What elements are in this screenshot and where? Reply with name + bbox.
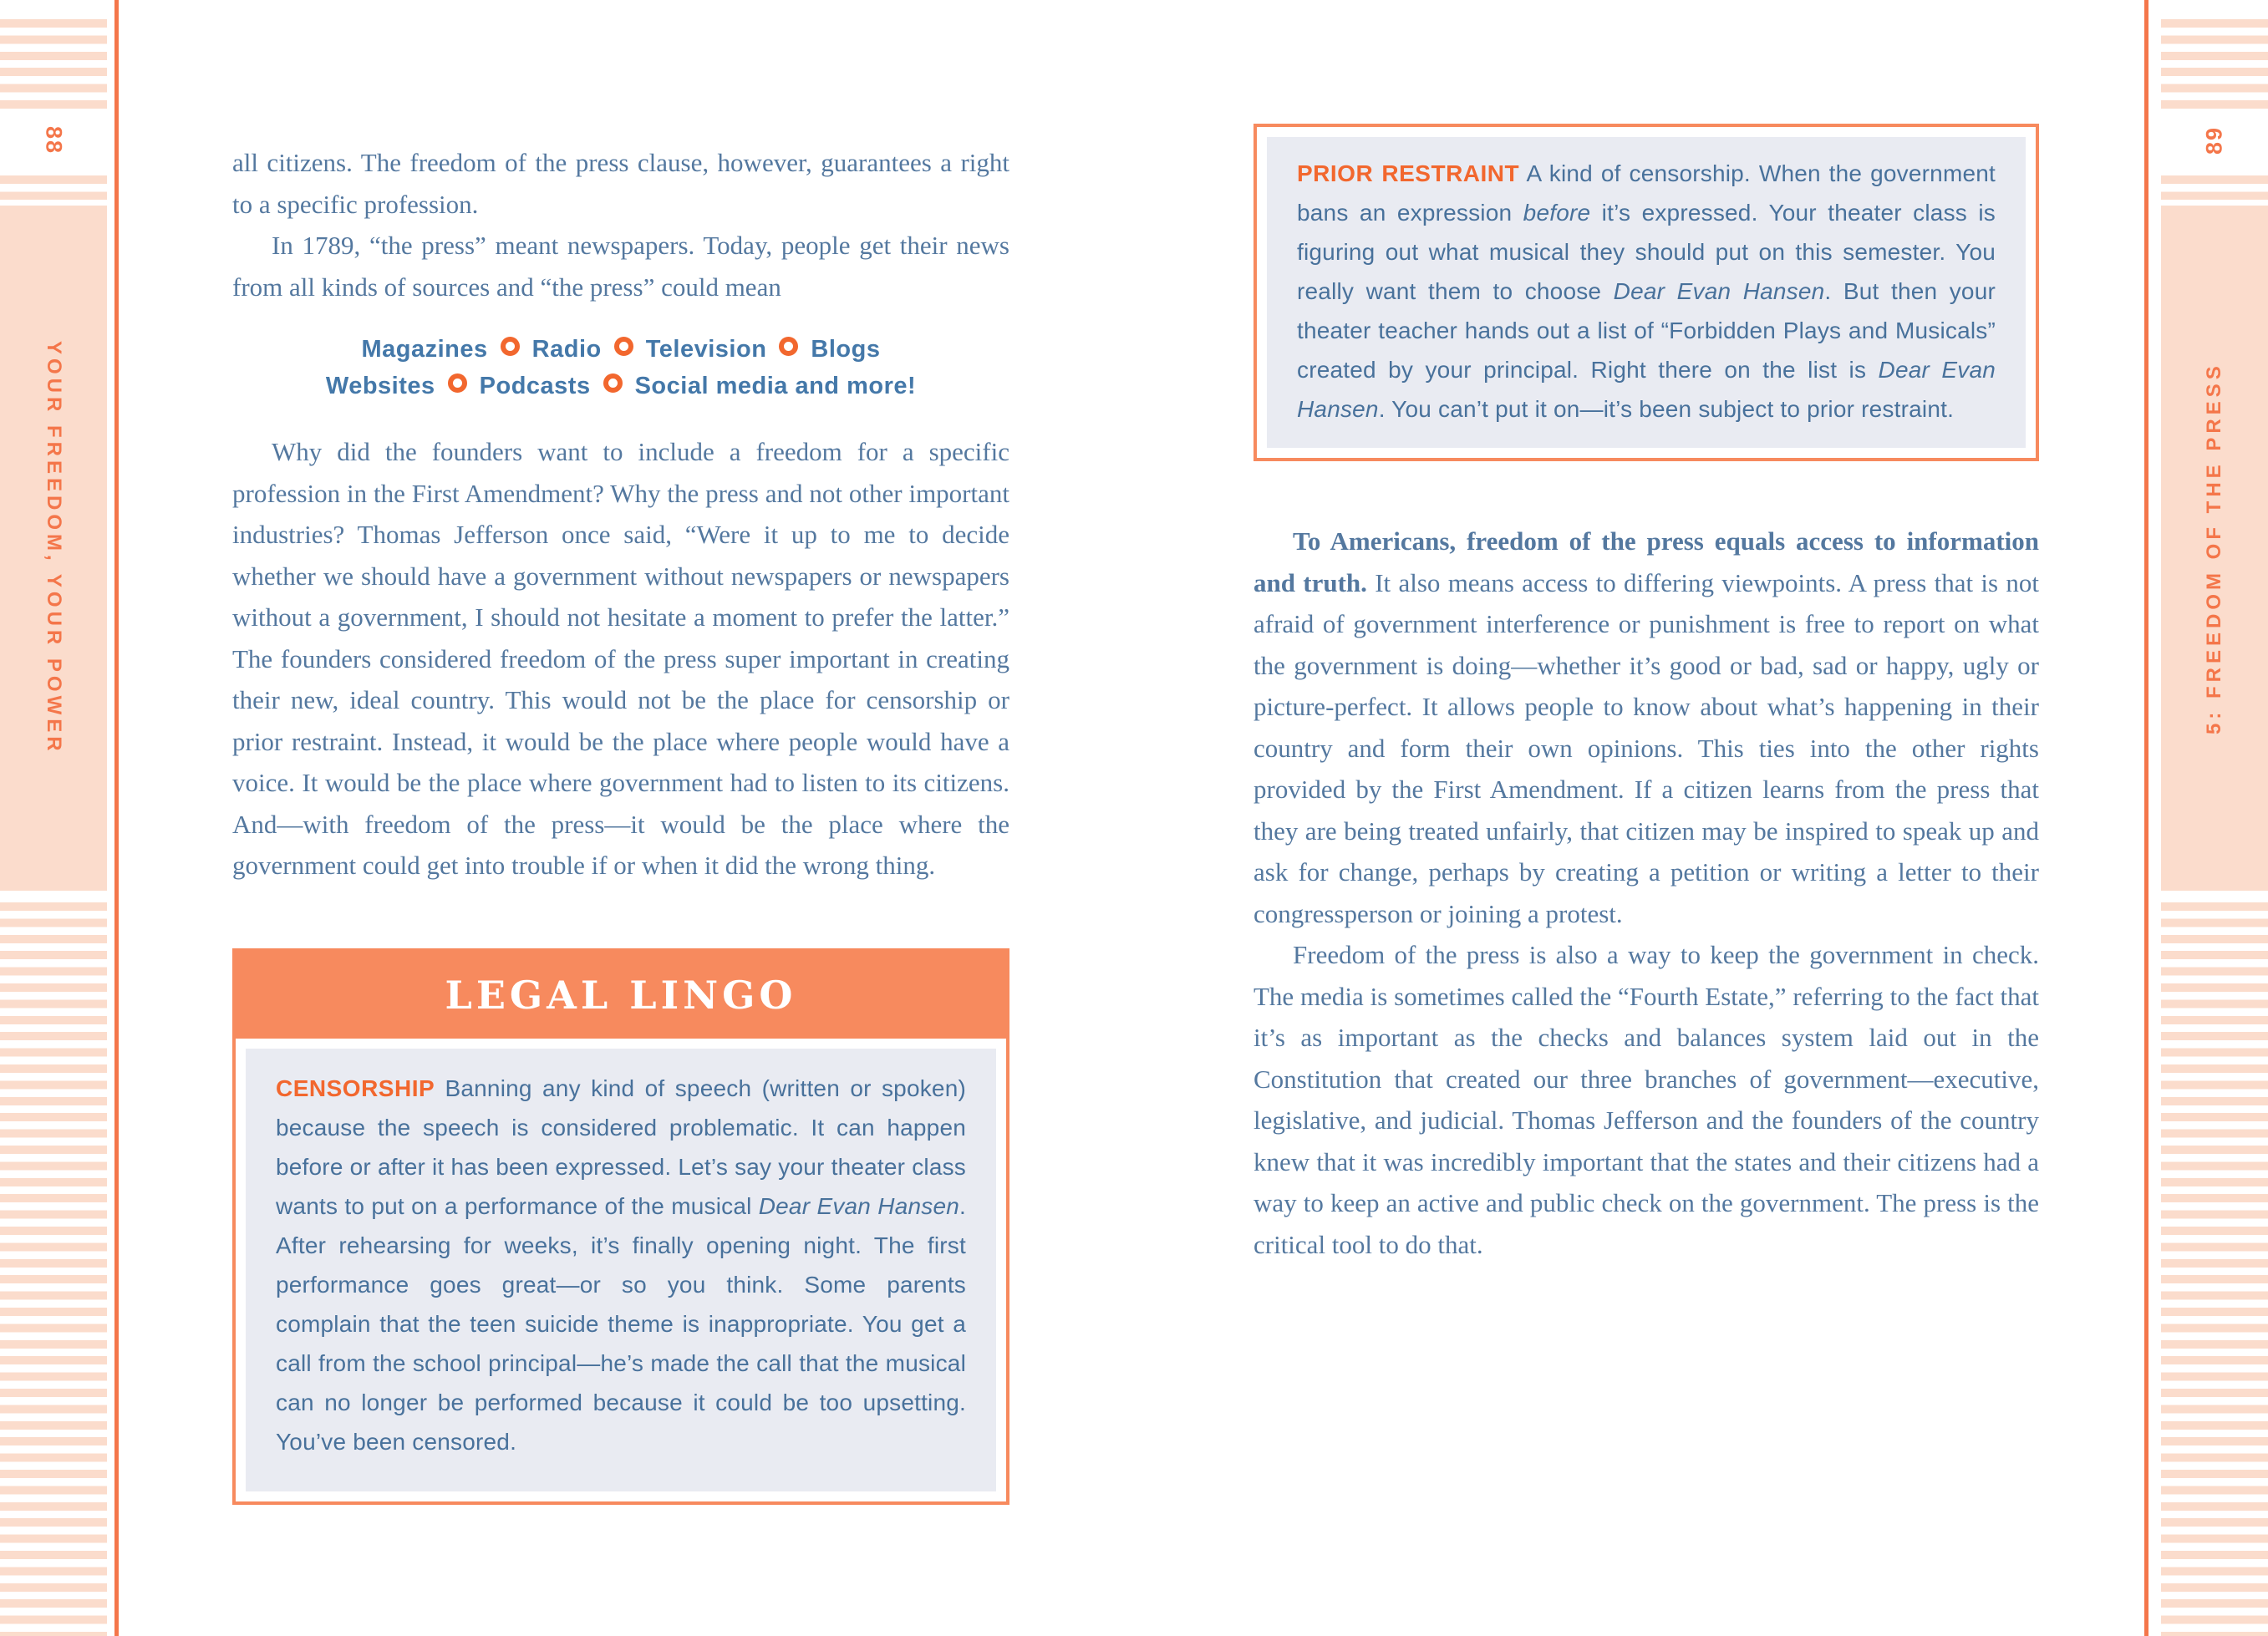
paragraph: In 1789, “the press” meant newspapers. Today, people get their news from all kinds of sources and “the press” could mean xyxy=(232,231,1009,302)
media-item: Blogs xyxy=(811,336,881,363)
definition-text-italic: Dear Evan Hansen xyxy=(758,1193,960,1219)
page-number-right xyxy=(2161,115,2268,165)
stripe-band-bottom-left xyxy=(0,902,107,1636)
definition-text: . But then your theater teacher hands out a list of “Forbidden Plays and Musicals” created by your principal. Right there on the list is xyxy=(1297,278,1996,383)
left-main-paragraph xyxy=(232,431,1009,887)
legal-lingo-header xyxy=(236,952,1006,1039)
legal-lingo-title: LEGAL LINGO xyxy=(445,973,797,1018)
sidebar-title-left-text: YOUR FREEDOM, YOUR POWER xyxy=(43,341,65,755)
media-item: Radio xyxy=(531,336,602,363)
left-intro-paragraphs xyxy=(232,142,1009,307)
definition-text: Banning any kind of speech (written or spoken) because the speech is considered problematic. It can happen before or after it has been expressed. Let’s say your theater class wants to put on a performance of the musical xyxy=(276,1075,966,1219)
vertical-rule-right xyxy=(2144,0,2148,1636)
media-list-row xyxy=(232,368,1009,404)
prior-restraint-box xyxy=(1254,124,2039,461)
bullet-icon xyxy=(779,337,798,356)
censorship-definition xyxy=(246,1049,996,1491)
definition-text-italic: Dear Evan Hansen xyxy=(1613,278,1825,304)
bullet-icon xyxy=(614,337,633,356)
media-item: Television xyxy=(645,336,767,363)
paragraph: Freedom of the press is also a way to keep the government in check. The media is sometimes called the “Fourth Estate,” referring to the fact that it’s as important as the checks and balances system laid out in the Constitution that created our three branches of government—executive, legislative, and judicial. Thomas Jefferson and the founders of the country knew that it was incredibly important that the states and their citizens had a way to keep an active and public check on the government. The press is the critical tool to do that. xyxy=(1254,940,2039,1259)
sidebar-title-right xyxy=(2161,206,2268,891)
media-list-row xyxy=(232,331,1009,368)
paragraph-text: It also means access to differing viewpoints. A press that is not afraid of government interference or punishment is free to report on what the government is doing—whether it’s good or bad, sad or happy, ugly or picture-perfect. It allows people to know about what’s happening in their country and form their own opinions. This ties into the other rights provided by the First Amendment. If a citizen learns from the press that they are being treated unfairly, that citizen may be inspired to speak up and ask for change, perhaps by creating a petition or writing a letter to their congressperson or joining a protest. xyxy=(1254,567,2039,928)
stripe-band-top-left xyxy=(0,19,107,109)
definition-text-italic: before xyxy=(1523,200,1591,226)
paragraph-bold-lead: To Americans, freedom of the press equals access to information and truth. xyxy=(1254,526,2039,597)
paragraph: all citizens. The freedom of the press clause, however, guarantees a right to a specific profession. xyxy=(232,148,1009,219)
legal-lingo-box xyxy=(232,948,1009,1505)
media-list xyxy=(232,331,1009,404)
bullet-icon xyxy=(448,373,467,393)
paragraph: Why did the founders want to include a freedom for a specific profession in the First Amendment? Why the press and not other important industries? Thomas Jefferson once said, “Were it up to me to decide whether we should have a government without newspapers or newspapers without a government, I should not hesitate a moment to prefer the latter.” The founders considered freedom of the press super important in creating their new, ideal country. This would not be the place for censorship or prior restraint. Instead, it would be the place where people would have a voice. It would be the place where government had to listen to its citizens. And—with freedom of the press—it would be the place where the government could get into trouble if or when it did the wrong thing. xyxy=(232,437,1009,880)
page-number-left xyxy=(0,115,107,165)
definition-text: . You can’t put it on—it’s been subject to prior restraint. xyxy=(1378,396,1955,422)
media-item: Magazines xyxy=(361,336,488,363)
paragraph xyxy=(1254,521,2039,934)
stripe-band-mid-left xyxy=(0,175,107,200)
media-item: Podcasts xyxy=(479,373,591,399)
definition-text: . After rehearsing for weeks, it’s finally opening night. The first performance goes great—or so you think. Some parents complain that the teen suicide theme is inappropriate. You get a call from the school principal—he’s made the call that the musical can no longer be performed because it could be too upsetting. You’ve been censored. xyxy=(276,1193,966,1455)
prior-restraint-definition xyxy=(1267,137,2026,448)
media-item: Social media and more! xyxy=(634,373,917,399)
definition-text-italic: Dear Evan Hansen xyxy=(1297,357,1996,422)
sidebar-title-left xyxy=(0,206,107,891)
page-number-left-value: 88 xyxy=(41,125,67,155)
definition-text: it’s expressed. Your theater class is figuring out what musical they should put on this semester. You really want them to choose xyxy=(1297,200,1996,304)
stripe-band-top-right xyxy=(2161,19,2268,109)
vertical-rule-left xyxy=(114,0,119,1636)
right-body-paragraphs xyxy=(1254,521,2039,1265)
sidebar-title-right-text: 5: FREEDOM OF THE PRESS xyxy=(2203,362,2225,734)
stripe-band-bottom-right xyxy=(2161,902,2268,1636)
stripe-band-mid-right xyxy=(2161,175,2268,200)
censorship-term: CENSORSHIP xyxy=(276,1075,435,1101)
definition-text: A kind of censorship. When the government bans an expression xyxy=(1297,160,1996,226)
bullet-icon xyxy=(603,373,623,393)
page-number-right-value: 89 xyxy=(2201,125,2227,155)
media-item: Websites xyxy=(325,373,435,399)
prior-restraint-term: PRIOR RESTRAINT xyxy=(1297,160,1520,186)
bullet-icon xyxy=(501,337,520,356)
